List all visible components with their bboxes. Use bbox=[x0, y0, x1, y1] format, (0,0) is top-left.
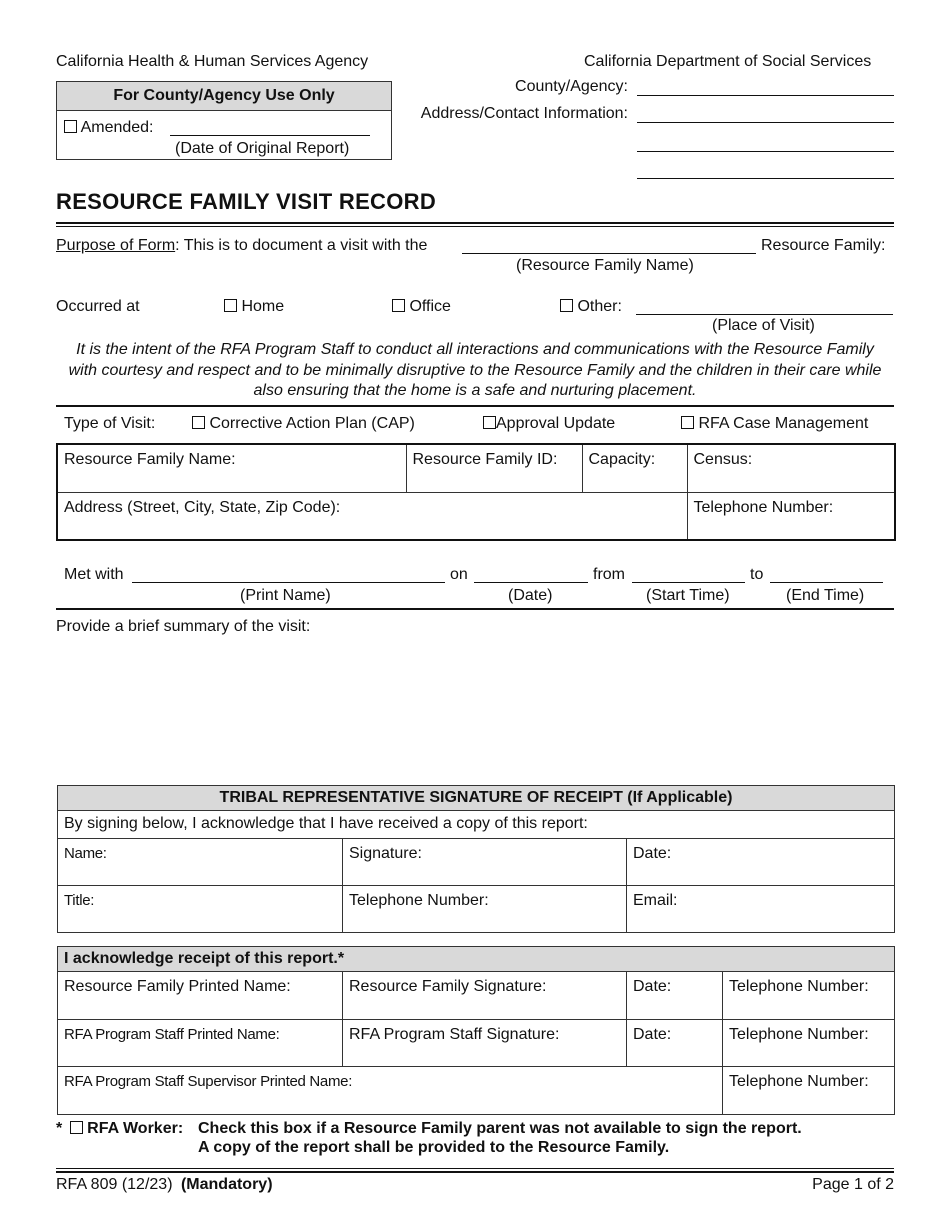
purpose-text-after: Resource Family: bbox=[761, 237, 886, 254]
end-time-caption: (End Time) bbox=[786, 587, 865, 604]
intent-paragraph: It is the intent of the RFA Program Staff to conduct all interactions and communications with the Resource Family with courtesy and respect and to be minimally disruptive to the Resource Family and the children in their care while also ensuring that the home is a safe and nurturing placement. bbox=[68, 341, 882, 399]
amended-label: Amended: bbox=[80, 119, 154, 136]
summary-area[interactable] bbox=[56, 640, 894, 780]
staff-signature-cell[interactable]: RFA Program Staff Signature: bbox=[343, 1020, 627, 1067]
other-label: Other: bbox=[577, 298, 622, 315]
rf-signature-cell[interactable]: Resource Family Signature: bbox=[343, 972, 627, 1020]
met-to-label: to bbox=[750, 566, 764, 583]
office-checkbox[interactable] bbox=[392, 299, 405, 312]
capacity-cell[interactable]: Capacity: bbox=[582, 444, 687, 492]
tribal-signature-cell[interactable]: Signature: bbox=[343, 839, 627, 886]
address-cell[interactable]: Address (Street, City, State, Zip Code): bbox=[57, 492, 687, 540]
met-with-name-field[interactable] bbox=[132, 582, 445, 583]
tribal-name-cell[interactable]: Name: bbox=[58, 839, 343, 886]
resource-family-name-field[interactable] bbox=[462, 253, 756, 254]
tribal-title: TRIBAL REPRESENTATIVE SIGNATURE OF RECEIPT (If Applicable) bbox=[58, 786, 895, 811]
visit-type-label: Type of Visit: bbox=[64, 415, 156, 432]
resource-family-name-caption: (Resource Family Name) bbox=[516, 257, 694, 274]
met-date-field[interactable] bbox=[474, 582, 588, 583]
rf-printed-name-cell[interactable]: Resource Family Printed Name: bbox=[58, 972, 343, 1020]
visit-type-divider bbox=[56, 405, 894, 407]
rf-telephone-cell[interactable]: Telephone Number: bbox=[723, 972, 895, 1020]
page-number: Page 1 of 2 bbox=[812, 1176, 894, 1193]
office-label: Office bbox=[409, 298, 451, 315]
staff-printed-name-cell[interactable]: RFA Program Staff Printed Name: bbox=[58, 1020, 343, 1067]
met-on-label: on bbox=[450, 566, 468, 583]
print-name-caption: (Print Name) bbox=[240, 587, 331, 604]
tribal-email-cell[interactable]: Email: bbox=[627, 886, 895, 933]
footer-divider-bottom bbox=[56, 1171, 894, 1173]
met-with-label: Met with bbox=[64, 566, 124, 583]
address-contact-field-3[interactable] bbox=[637, 178, 894, 179]
footnote-line-1: Check this box if a Resource Family parent was not available to sign the report. bbox=[198, 1120, 802, 1137]
address-contact-field-2[interactable] bbox=[637, 151, 894, 152]
purpose-text: : This is to document a visit with the bbox=[175, 237, 428, 254]
approval-update-label: Approval Update bbox=[496, 415, 616, 432]
county-use-title: For County/Agency Use Only bbox=[57, 82, 391, 111]
tribal-date-cell[interactable]: Date: bbox=[627, 839, 895, 886]
approval-update-checkbox[interactable] bbox=[483, 416, 496, 429]
supervisor-printed-name-cell[interactable]: RFA Program Staff Supervisor Printed Name: bbox=[58, 1067, 723, 1115]
footnote-line-2: A copy of the report shall be provided to the Resource Family. bbox=[198, 1139, 670, 1156]
case-management-checkbox[interactable] bbox=[681, 416, 694, 429]
place-of-visit-field[interactable] bbox=[636, 314, 893, 315]
staff-date-cell[interactable]: Date: bbox=[627, 1020, 723, 1067]
tribal-title-cell[interactable]: Title: bbox=[58, 886, 343, 933]
tribal-acknowledge: By signing below, I acknowledge that I have received a copy of this report: bbox=[58, 811, 895, 839]
receipt-table bbox=[57, 946, 895, 1115]
address-contact-field-1[interactable] bbox=[637, 122, 894, 123]
family-id-cell[interactable]: Resource Family ID: bbox=[406, 444, 582, 492]
family-info-table bbox=[56, 443, 896, 541]
summary-label: Provide a brief summary of the visit: bbox=[56, 618, 311, 635]
date-caption: (Date) bbox=[508, 587, 553, 604]
start-time-caption: (Start Time) bbox=[646, 587, 730, 604]
worker-checkbox[interactable] bbox=[70, 1121, 83, 1134]
county-agency-label: County/Agency: bbox=[515, 78, 628, 95]
met-from-label: from bbox=[593, 566, 625, 583]
amended-checkbox[interactable] bbox=[64, 120, 77, 133]
date-original-caption: (Date of Original Report) bbox=[175, 140, 350, 157]
county-agency-field[interactable] bbox=[637, 95, 894, 96]
staff-telephone-cell[interactable]: Telephone Number: bbox=[723, 1020, 895, 1067]
purpose-label: Purpose of Form bbox=[56, 237, 176, 254]
rf-date-cell[interactable]: Date: bbox=[627, 972, 723, 1020]
home-checkbox[interactable] bbox=[224, 299, 237, 312]
home-label: Home bbox=[241, 298, 285, 315]
tribal-telephone-cell[interactable]: Telephone Number: bbox=[343, 886, 627, 933]
place-of-visit-caption: (Place of Visit) bbox=[712, 317, 815, 334]
case-management-label: RFA Case Management bbox=[698, 415, 869, 432]
receipt-title: I acknowledge receipt of this report.* bbox=[58, 947, 895, 972]
start-time-field[interactable] bbox=[632, 582, 745, 583]
title-divider-bottom bbox=[56, 226, 894, 227]
met-with-divider bbox=[56, 608, 894, 610]
agency-right: California Department of Social Services bbox=[584, 53, 872, 70]
worker-label: RFA Worker: bbox=[87, 1120, 184, 1137]
mandatory-label: (Mandatory) bbox=[180, 1176, 273, 1193]
cap-checkbox[interactable] bbox=[192, 416, 205, 429]
telephone-cell[interactable]: Telephone Number: bbox=[687, 492, 895, 540]
supervisor-telephone-cell[interactable]: Telephone Number: bbox=[723, 1067, 895, 1115]
form-id: RFA 809 (12/23) bbox=[56, 1176, 173, 1193]
address-contact-label: Address/Contact Information: bbox=[420, 105, 628, 122]
other-checkbox[interactable] bbox=[560, 299, 573, 312]
occurred-label: Occurred at bbox=[56, 298, 140, 315]
tribal-signature-table bbox=[57, 785, 895, 933]
title-divider-top bbox=[56, 222, 894, 224]
census-cell[interactable]: Census: bbox=[687, 444, 895, 492]
cap-label: Corrective Action Plan (CAP) bbox=[209, 415, 415, 432]
agency-left: California Health & Human Services Agency bbox=[56, 53, 369, 70]
county-use-box bbox=[56, 81, 392, 160]
family-name-cell[interactable]: Resource Family Name: bbox=[57, 444, 406, 492]
footer-divider-top bbox=[56, 1168, 894, 1169]
page-title: RESOURCE FAMILY VISIT RECORD bbox=[56, 189, 437, 214]
end-time-field[interactable] bbox=[770, 582, 883, 583]
footnote-star: * bbox=[56, 1120, 63, 1137]
amended-date-field[interactable] bbox=[170, 135, 370, 136]
